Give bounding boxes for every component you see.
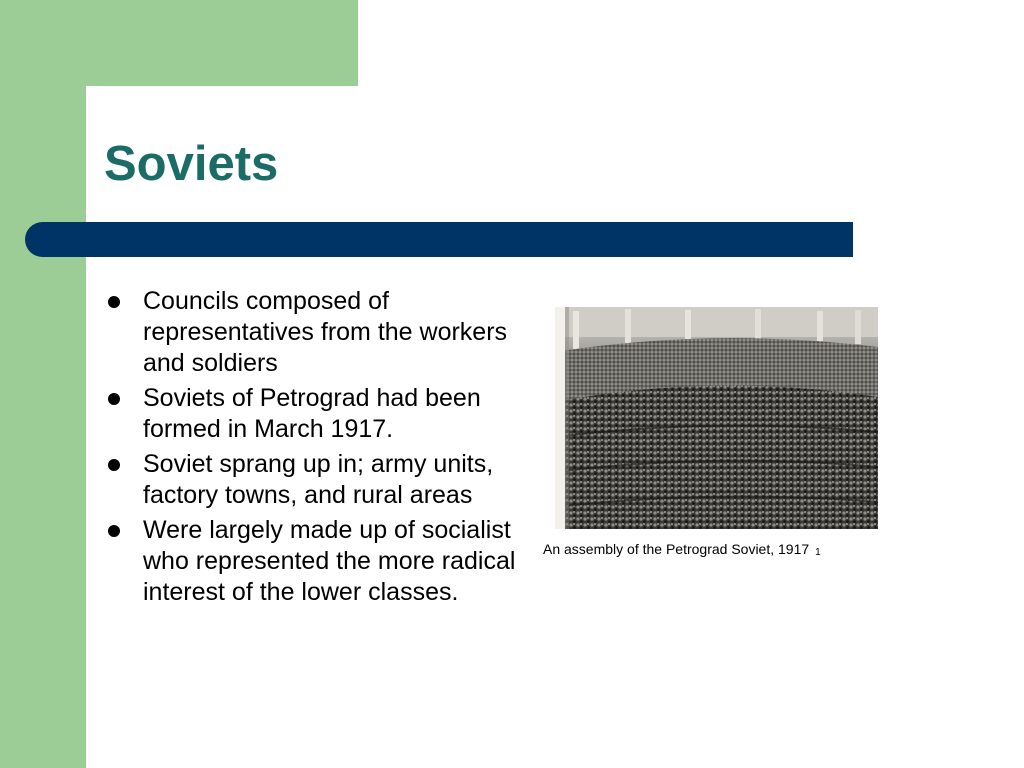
bullet-text: Soviets of Petrograd had been formed in March 1917.	[143, 384, 481, 443]
bullet-text: Councils composed of representatives from the workers and soldiers	[143, 287, 508, 377]
bullet-item	[104, 449, 524, 511]
bullet-dot-icon	[108, 525, 120, 537]
bullet-dot-icon	[108, 296, 120, 308]
bullet-item	[104, 515, 524, 608]
photo-caption	[543, 541, 821, 557]
bullet-dot-icon	[108, 393, 120, 405]
bullet-text: Soviet sprang up in; army units, factory towns, and rural areas	[143, 450, 494, 509]
bullet-list	[104, 286, 524, 612]
bullet-text: Were largely made up of socialist who represented the more radical interest of the lower classes.	[143, 516, 516, 606]
caption-text: An assembly of the Petrograd Soviet, 1917	[543, 541, 810, 557]
petrograd-soviet-photo	[555, 307, 878, 529]
title-underline-bar	[25, 222, 853, 257]
footnote-mark: 1	[815, 547, 821, 558]
green-sidebar	[0, 0, 86, 768]
slide-title: Soviets	[104, 137, 279, 191]
bullet-dot-icon	[108, 459, 120, 471]
bullet-item	[104, 383, 524, 445]
green-top-band	[0, 0, 358, 86]
bullet-item	[104, 286, 524, 379]
